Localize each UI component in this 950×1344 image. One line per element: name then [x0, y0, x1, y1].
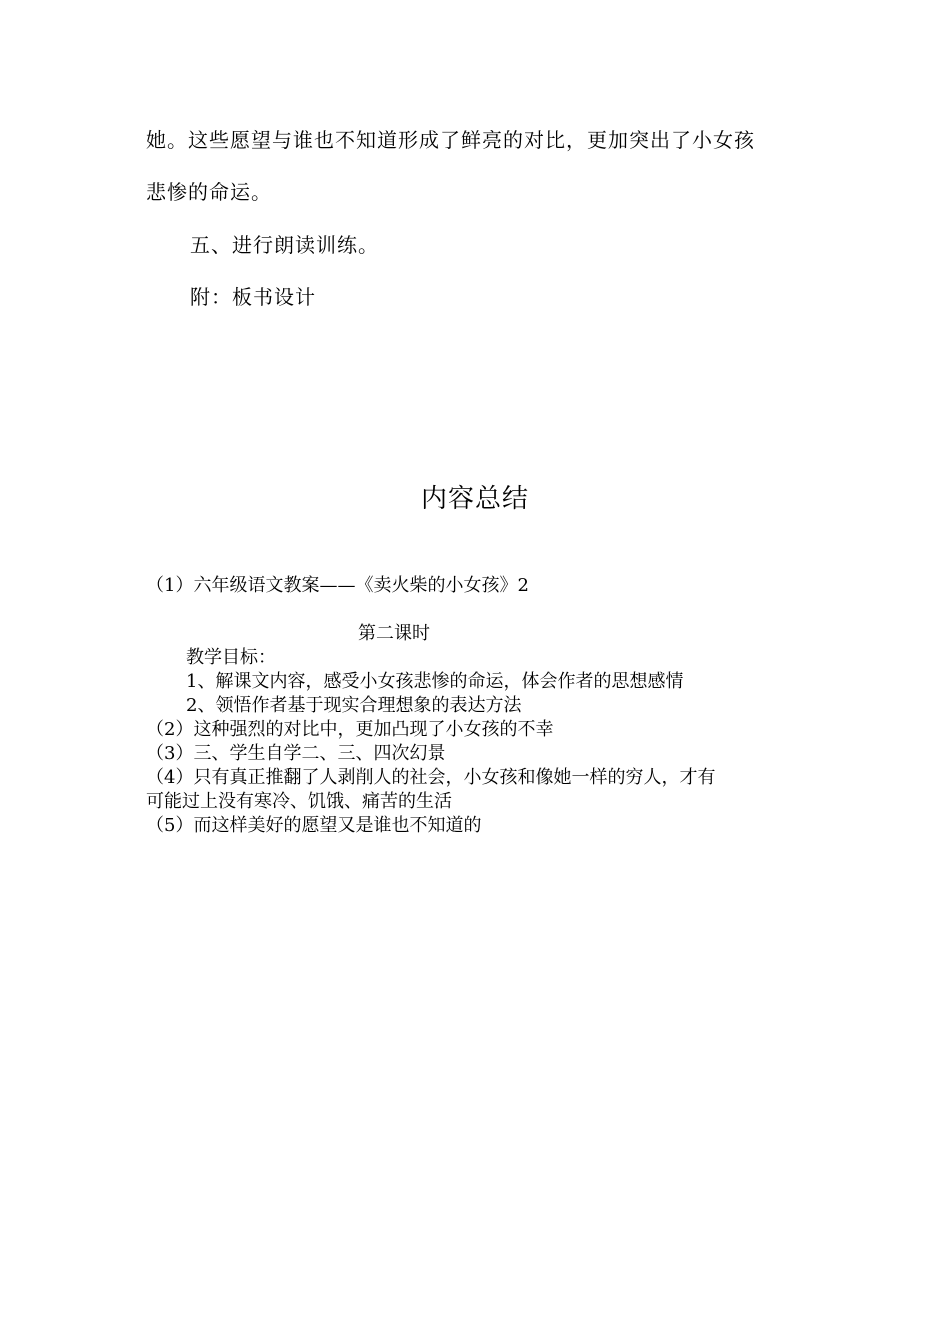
goal-item: 2、领悟作者基于现实合理想象的表达方法: [186, 695, 522, 716]
lesson-title: 第二课时: [358, 623, 430, 644]
summary-block: [146, 574, 826, 838]
summary-item-continuation: 可能过上没有寒冷、饥饿、痛苦的生活: [146, 791, 452, 812]
goal-item: 1、解课文内容，感受小女孩悲惨的命运，体会作者的思想感情: [186, 671, 684, 692]
summary-item: （5）而这样美好的愿望又是谁也不知道的: [146, 815, 482, 836]
spacer: [146, 598, 826, 622]
summary-item: （1）六年级语文教案——《卖火柴的小女孩》2: [146, 575, 529, 596]
appendix-label: 附：板书设计: [190, 285, 316, 309]
paragraph-line: 她。这些愿望与谁也不知道形成了鲜亮的对比，更加突出了小女孩: [146, 128, 755, 152]
summary-item: （4）只有真正推翻了人剥削人的社会，小女孩和像她一样的穷人，才有: [146, 767, 716, 788]
goals-label: 教学目标：: [186, 647, 276, 668]
section-heading: 五、进行朗读训练。: [190, 233, 379, 257]
summary-item: （2）这种强烈的对比中，更加凸现了小女孩的不幸: [146, 719, 554, 740]
paragraph-line: 悲惨的命运。: [146, 180, 272, 204]
summary-item: （3）三、学生自学二、三、四次幻景: [146, 743, 446, 764]
summary-title: 内容总结: [420, 484, 529, 514]
